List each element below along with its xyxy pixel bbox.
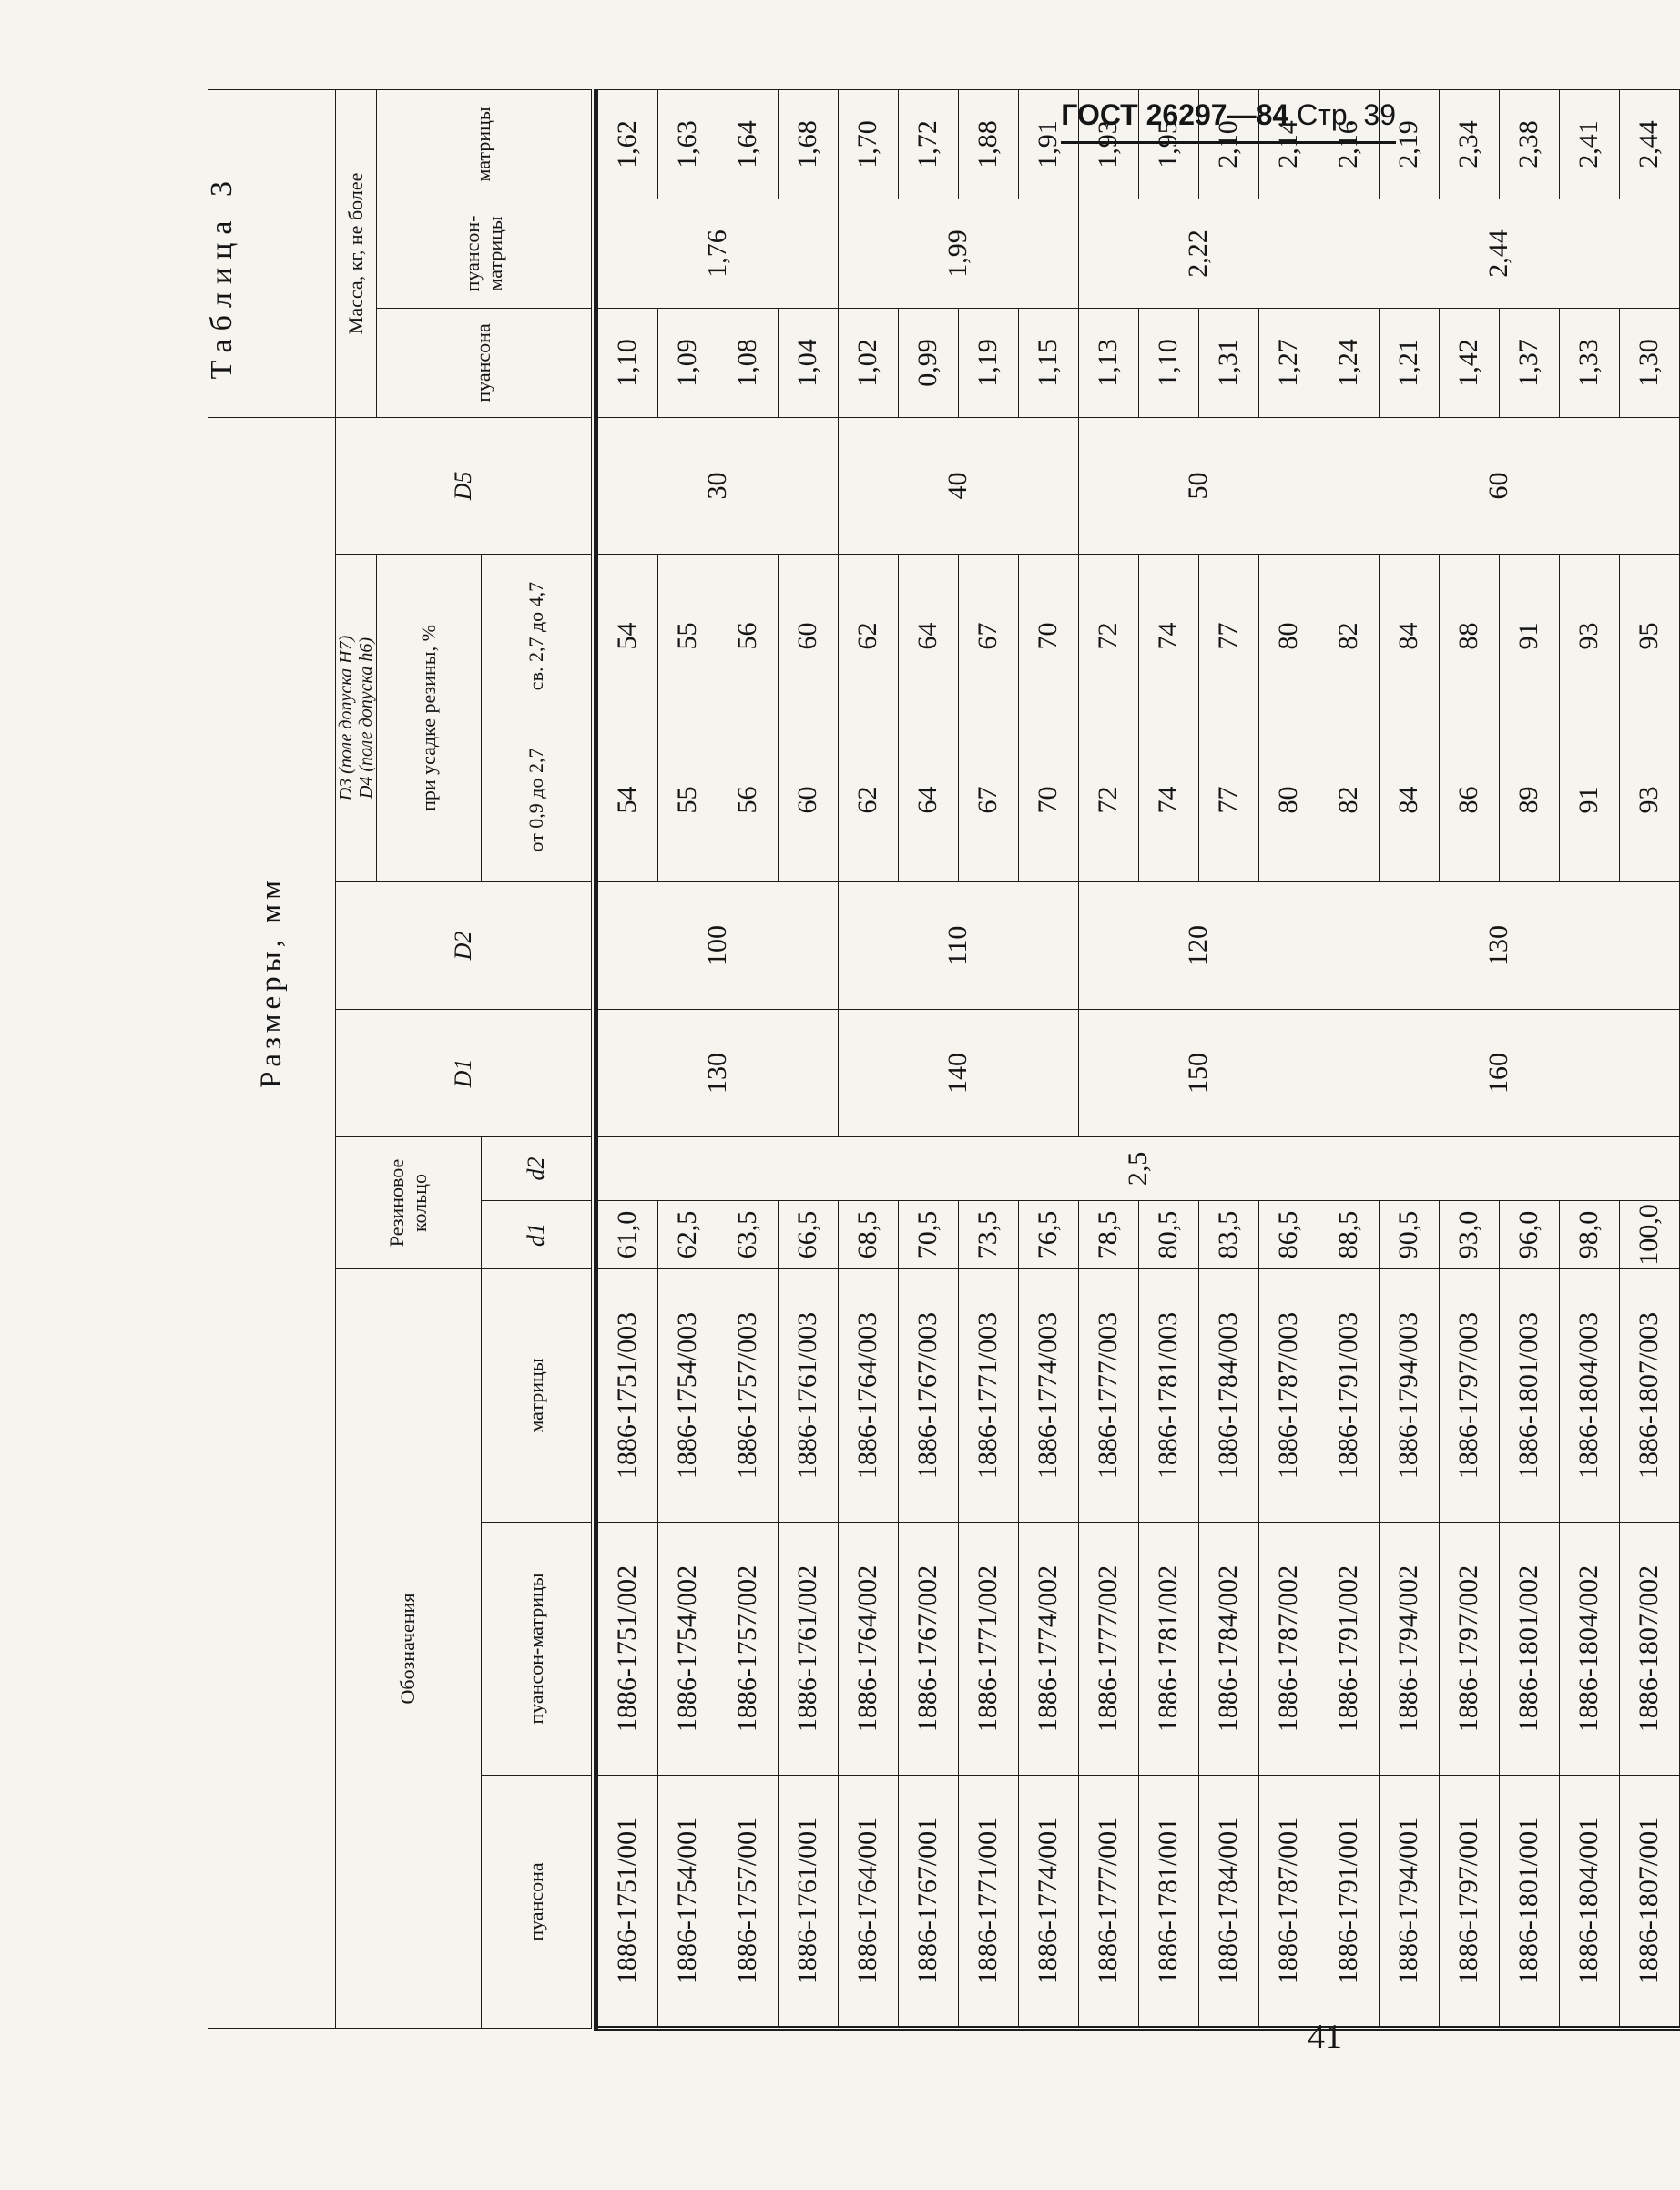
cell-mass-die: 2,38 [1499,89,1559,199]
cell-d1: 73,5 [958,1201,1018,1269]
cell-D3-from: 54 [596,718,657,882]
cell-D3-from: 56 [718,718,778,882]
cell-die: 1886-1804/003 [1559,1269,1619,1523]
cell-D3-over: 60 [778,555,838,718]
header-designations: Обозначения [335,1269,481,2029]
cell-punch: 1886-1777/001 [1078,1776,1138,2029]
cell-die: 1886-1807/003 [1619,1269,1679,1523]
cell-D5: 60 [1319,417,1679,554]
cell-die: 1886-1794/003 [1379,1269,1439,1523]
header-die: матрицы [481,1269,591,1523]
cell-D5: 30 [596,417,838,554]
header-D3 [335,555,376,882]
header-D5: D5 [335,417,591,554]
cell-mass-die: 2,34 [1439,89,1499,199]
cell-D3-over: 62 [838,555,898,718]
cell-mass-punch: 1,02 [838,308,898,417]
cell-punch-die: 1886-1774/002 [1018,1523,1078,1776]
cell-d1: 98,0 [1559,1201,1619,1269]
table-row [596,89,657,2028]
cell-d1: 68,5 [838,1201,898,1269]
cell-D2: 120 [1078,882,1319,1010]
cell-punch: 1886-1801/001 [1499,1776,1559,2029]
cell-mass-punch: 1,13 [1078,308,1138,417]
header-D1: D1 [335,1010,591,1137]
cell-d1: 76,5 [1018,1201,1078,1269]
header-shrinkage: при усадке резины, % [376,555,481,882]
cell-D3-from: 70 [1018,718,1078,882]
cell-punch-die: 1886-1767/002 [898,1523,958,1776]
cell-punch-die: 1886-1784/002 [1198,1523,1258,1776]
cell-die: 1886-1757/003 [718,1269,778,1523]
table-row [1319,89,1379,2028]
cell-punch: 1886-1757/001 [718,1776,778,2029]
cell-die: 1886-1801/003 [1499,1269,1559,1523]
header-shrinkage-from: от 0,9 до 2,7 [481,718,591,882]
page-number: 41 [1308,2018,1342,2056]
cell-mass-punch-die: 1,76 [596,199,838,308]
cell-punch-die: 1886-1807/002 [1619,1523,1679,1776]
cell-D3-over: 56 [718,555,778,718]
doc-code: ГОСТ 26297—84 [1061,98,1289,131]
cell-die: 1886-1767/003 [898,1269,958,1523]
header-mass-die: матрицы [376,89,591,199]
cell-punch-die: 1886-1761/002 [778,1523,838,1776]
cell-D3-over: 64 [898,555,958,718]
header-spacer [208,89,335,417]
cell-punch-die: 1886-1801/002 [1499,1523,1559,1776]
cell-punch: 1886-1767/001 [898,1776,958,2029]
cell-D3-over: 88 [1439,555,1499,718]
header-rubber-ring: Резиновое кольцо [335,1137,481,1269]
cell-mass-punch: 1,37 [1499,308,1559,417]
cell-D3-over: 74 [1138,555,1198,718]
cell-D3-from: 82 [1319,718,1379,882]
cell-die: 1886-1784/003 [1198,1269,1258,1523]
cell-mass-punch: 1,15 [1018,308,1078,417]
cell-D3-over: 95 [1619,555,1679,718]
cell-d1: 80,5 [1138,1201,1198,1269]
cell-mass-die: 1,64 [718,89,778,199]
cell-die: 1886-1761/003 [778,1269,838,1523]
cell-d1: 96,0 [1499,1201,1559,1269]
cell-die: 1886-1754/003 [657,1269,718,1523]
table-row [838,89,898,2028]
cell-mass-die: 2,19 [1379,89,1439,199]
cell-D5: 40 [838,417,1078,554]
cell-D2: 110 [838,882,1078,1010]
cell-punch-die: 1886-1764/002 [838,1523,898,1776]
cell-punch: 1886-1751/001 [596,1776,657,2029]
cell-die: 1886-1771/003 [958,1269,1018,1523]
cell-mass-die: 1,68 [778,89,838,199]
cell-D1: 160 [1319,1010,1679,1137]
cell-mass-punch-die: 2,22 [1078,199,1319,308]
cell-mass-die: 1,62 [596,89,657,199]
cell-punch: 1886-1791/001 [1319,1776,1379,2029]
cell-mass-die: 1,88 [958,89,1018,199]
header-D3-line1: D3 (поле допуска H7) [335,635,356,801]
cell-die: 1886-1751/003 [596,1269,657,1523]
cell-D3-from: 84 [1379,718,1439,882]
cell-punch: 1886-1794/001 [1379,1776,1439,2029]
cell-punch: 1886-1804/001 [1559,1776,1619,2029]
cell-mass-die: 1,63 [657,89,718,199]
cell-D3-over: 93 [1559,555,1619,718]
cell-punch-die: 1886-1754/002 [657,1523,718,1776]
cell-d1: 61,0 [596,1201,657,1269]
table-row [1078,89,1138,2028]
cell-die: 1886-1787/003 [1258,1269,1319,1523]
cell-D3-from: 89 [1499,718,1559,882]
cell-D3-over: 67 [958,555,1018,718]
cell-D3-over: 82 [1319,555,1379,718]
cell-D3-from: 55 [657,718,718,882]
cell-D3-over: 80 [1258,555,1319,718]
cell-D3-over: 70 [1018,555,1078,718]
cell-die: 1886-1764/003 [838,1269,898,1523]
cell-punch-die: 1886-1797/002 [1439,1523,1499,1776]
cell-mass-die: 1,91 [1018,89,1078,199]
cell-mass-punch: 1,30 [1619,308,1679,417]
cell-mass-punch: 1,04 [778,308,838,417]
spec-table [208,89,1680,2031]
cell-D3-from: 60 [778,718,838,882]
cell-mass-punch: 1,21 [1379,308,1439,417]
cell-D3-from: 74 [1138,718,1198,882]
cell-mass-die: 1,70 [838,89,898,199]
cell-punch: 1886-1784/001 [1198,1776,1258,2029]
cell-D3-from: 91 [1559,718,1619,882]
cell-d1: 88,5 [1319,1201,1379,1269]
cell-punch: 1886-1754/001 [657,1776,718,2029]
cell-mass-punch: 1,10 [1138,308,1198,417]
header-d1: d1 [481,1201,591,1269]
cell-d1: 62,5 [657,1201,718,1269]
header-D3-line2: D4 (поле допуска h6) [355,637,376,800]
cell-mass-punch: 1,19 [958,308,1018,417]
cell-die: 1886-1774/003 [1018,1269,1078,1523]
cell-D3-over: 55 [657,555,718,718]
cell-mass-punch: 1,42 [1439,308,1499,417]
table-caption: Таблица 3 [205,173,239,380]
cell-punch-die: 1886-1771/002 [958,1523,1018,1776]
table-body [596,89,1679,2028]
sizes-title: Размеры, мм [255,875,288,1088]
header-mass: Масса, кг, не более [335,89,376,417]
cell-D3-from: 80 [1258,718,1319,882]
cell-punch: 1886-1764/001 [838,1776,898,2029]
cell-D3-over: 72 [1078,555,1138,718]
cell-die: 1886-1781/003 [1138,1269,1198,1523]
cell-d1: 70,5 [898,1201,958,1269]
header-mass-punch-die: пуансон-матрицы [376,199,591,308]
cell-punch-die: 1886-1757/002 [718,1523,778,1776]
cell-punch-die: 1886-1751/002 [596,1523,657,1776]
cell-mass-die: 1,93 [1078,89,1138,199]
cell-mass-punch-die: 2,44 [1319,199,1679,308]
cell-d1: 63,5 [718,1201,778,1269]
header-punch: пуансона [481,1776,591,2029]
cell-punch: 1886-1771/001 [958,1776,1018,2029]
header-d2: d2 [481,1137,591,1201]
cell-mass-punch: 1,27 [1258,308,1319,417]
cell-punch: 1886-1787/001 [1258,1776,1319,2029]
cell-D3-over: 91 [1499,555,1559,718]
cell-mass-die: 1,95 [1138,89,1198,199]
cell-d1: 83,5 [1198,1201,1258,1269]
cell-punch: 1886-1781/001 [1138,1776,1198,2029]
cell-D3-from: 72 [1078,718,1138,882]
cell-D1: 130 [596,1010,838,1137]
cell-d1: 93,0 [1439,1201,1499,1269]
header-punch-die: пуансон-матрицы [481,1523,591,1776]
cell-punch: 1886-1797/001 [1439,1776,1499,2029]
cell-D3-from: 64 [898,718,958,882]
cell-mass-punch: 1,33 [1559,308,1619,417]
cell-D3-from: 67 [958,718,1018,882]
table-top-blank [208,417,335,2028]
cell-D3-over: 84 [1379,555,1439,718]
cell-punch-die: 1886-1794/002 [1379,1523,1439,1776]
cell-D1: 140 [838,1010,1078,1137]
cell-punch-die: 1886-1781/002 [1138,1523,1198,1776]
cell-mass-punch: 1,24 [1319,308,1379,417]
header-mass-punch: пуансона [376,308,591,417]
cell-D1: 150 [1078,1010,1319,1137]
cell-d1: 86,5 [1258,1201,1319,1269]
cell-mass-die: 2,16 [1319,89,1379,199]
cell-punch-die: 1886-1777/002 [1078,1523,1138,1776]
cell-d1: 90,5 [1379,1201,1439,1269]
cell-D2: 100 [596,882,838,1010]
cell-punch-die: 1886-1804/002 [1559,1523,1619,1776]
cell-die: 1886-1797/003 [1439,1269,1499,1523]
cell-D3-over: 54 [596,555,657,718]
cell-D3-from: 77 [1198,718,1258,882]
cell-D3-from: 86 [1439,718,1499,882]
cell-mass-punch: 1,08 [718,308,778,417]
cell-punch-die: 1886-1787/002 [1258,1523,1319,1776]
cell-D3-from: 62 [838,718,898,882]
cell-mass-die: 2,44 [1619,89,1679,199]
cell-d2: 2,5 [596,1137,1679,1201]
cell-mass-punch: 1,09 [657,308,718,417]
cell-mass-punch: 1,31 [1198,308,1258,417]
cell-mass-die: 2,10 [1198,89,1258,199]
cell-mass-die: 1,72 [898,89,958,199]
cell-mass-die: 2,41 [1559,89,1619,199]
header-D2: D2 [335,882,591,1010]
cell-D2: 130 [1319,882,1679,1010]
cell-mass-punch: 0,99 [898,308,958,417]
cell-die: 1886-1791/003 [1319,1269,1379,1523]
cell-d1: 100,0 [1619,1201,1679,1269]
cell-d1: 66,5 [778,1201,838,1269]
header-shrinkage-over: св. 2,7 до 4,7 [481,555,591,718]
cell-D3-over: 77 [1198,555,1258,718]
cell-d1: 78,5 [1078,1201,1138,1269]
cell-D3-from: 93 [1619,718,1679,882]
cell-die: 1886-1777/003 [1078,1269,1138,1523]
cell-punch: 1886-1807/001 [1619,1776,1679,2029]
cell-punch-die: 1886-1791/002 [1319,1523,1379,1776]
cell-punch: 1886-1761/001 [778,1776,838,2029]
cell-mass-die: 2,14 [1258,89,1319,199]
page-label: Стр. 39 [1297,98,1396,131]
cell-punch: 1886-1774/001 [1018,1776,1078,2029]
cell-D5: 50 [1078,417,1319,554]
cell-mass-punch: 1,10 [596,308,657,417]
cell-mass-punch-die: 1,99 [838,199,1078,308]
